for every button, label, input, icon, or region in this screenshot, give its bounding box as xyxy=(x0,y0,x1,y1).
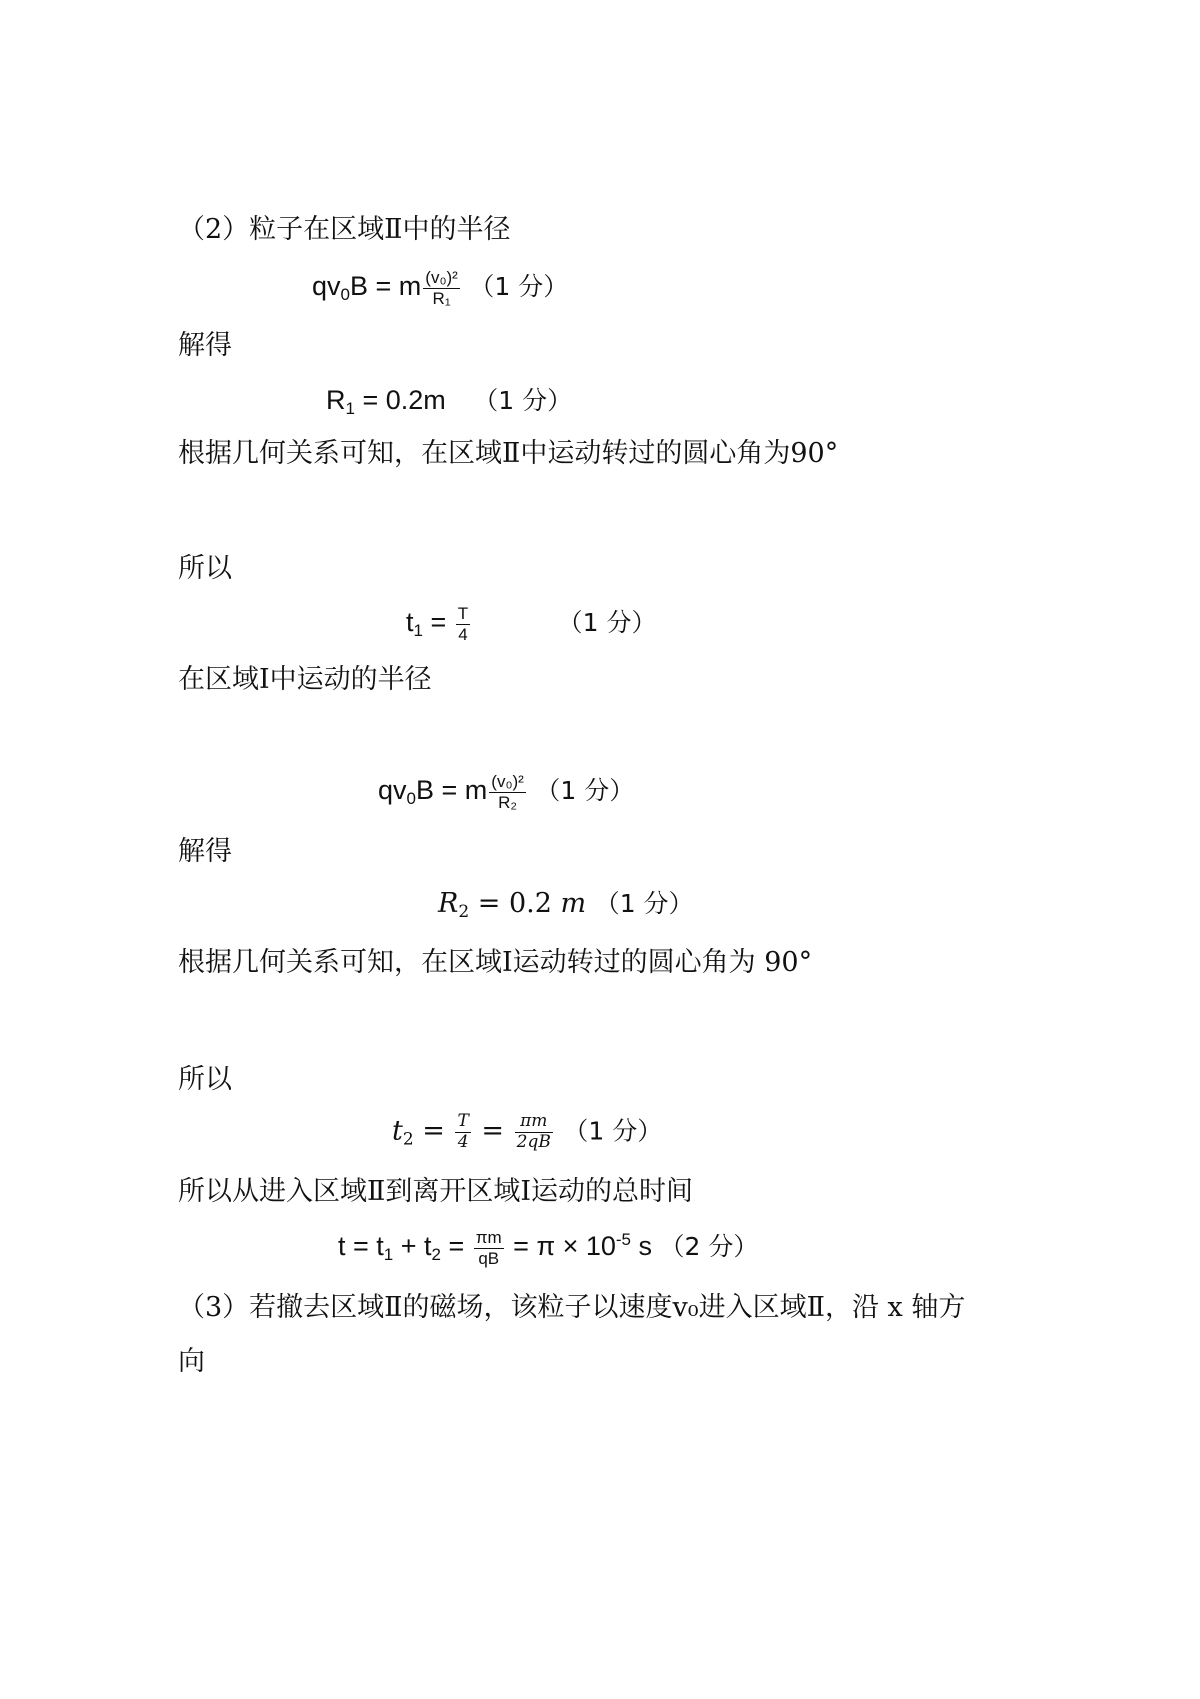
solve-label-2: 解得 xyxy=(178,836,232,867)
equation-t1: $t_1$ = $\frac{T}{4}$ （1 分） xyxy=(406,604,657,644)
so-label-2: 所以 xyxy=(178,1064,232,1095)
fraction: $\frac{\text{(v₀)²}}{\text{R₂}}$ xyxy=(491,772,524,812)
equation-r2-value: $R_2 = 0.2$ m （1 分） xyxy=(438,888,694,922)
score-label: （2 分） xyxy=(659,1232,759,1262)
equation-t2: $t_2$ = $\frac{T}{4}$ = $\frac{\pi m}{2qB}$ （1 分） xyxy=(392,1111,663,1152)
equation-force-r1: $qv_0B = m$ $\frac{\text{(v₀)²}}{\text{R₁}}$ （1 分） xyxy=(312,268,569,308)
section2-heading: （2）粒子在区域Ⅱ中的半径 xyxy=(178,214,511,245)
total-time-heading: 所以从进入区域Ⅱ到离开区域Ⅰ运动的总时间 xyxy=(178,1176,694,1207)
section3-text-line1: （3）若撤去区域Ⅱ的磁场，该粒子以速度v₀进入区域Ⅱ，沿 x 轴方 xyxy=(178,1292,966,1323)
score-label: （1 分） xyxy=(473,386,573,415)
score-label: （1 分） xyxy=(594,889,694,918)
geometry-statement-2: 根据几何关系可知，在区域Ⅰ运动转过的圆心角为 90° xyxy=(178,947,813,978)
fraction: $\frac{T}{4}$ xyxy=(457,604,469,644)
score-label: （1 分） xyxy=(469,272,569,302)
so-label-1: 所以 xyxy=(178,553,232,584)
solve-label-1: 解得 xyxy=(178,330,232,361)
score-label: （1 分） xyxy=(535,776,635,806)
equation-r1-value: $R_1 = 0.2m$ （1 分） xyxy=(326,385,573,418)
fraction: $\frac{\pi m}{2qB}$ xyxy=(516,1111,551,1152)
fraction: $\frac{\text{(v₀)²}}{\text{R₁}}$ xyxy=(425,268,458,308)
fraction: $\frac{\pi m}{qB}$ xyxy=(475,1228,502,1268)
section3-text-line2: 向 xyxy=(178,1346,205,1377)
equation-force-r2: $qv_0B = m$ $\frac{\text{(v₀)²}}{\text{R₂}}$ （1 分） xyxy=(378,772,635,812)
geometry-statement-1: 根据几何关系可知，在区域Ⅱ中运动转过的圆心角为90° xyxy=(178,438,839,469)
score-label: （1 分） xyxy=(557,608,657,638)
fraction: $\frac{T}{4}$ xyxy=(457,1111,469,1152)
equation-total-time: $t = t_1 + t_2$ = $\frac{\pi m}{qB}$ = $\pi \times 10^{-5}$ s （2 分） xyxy=(338,1228,759,1268)
region1-radius-heading: 在区域Ⅰ中运动的半径 xyxy=(178,664,432,695)
score-label: （1 分） xyxy=(563,1116,663,1146)
